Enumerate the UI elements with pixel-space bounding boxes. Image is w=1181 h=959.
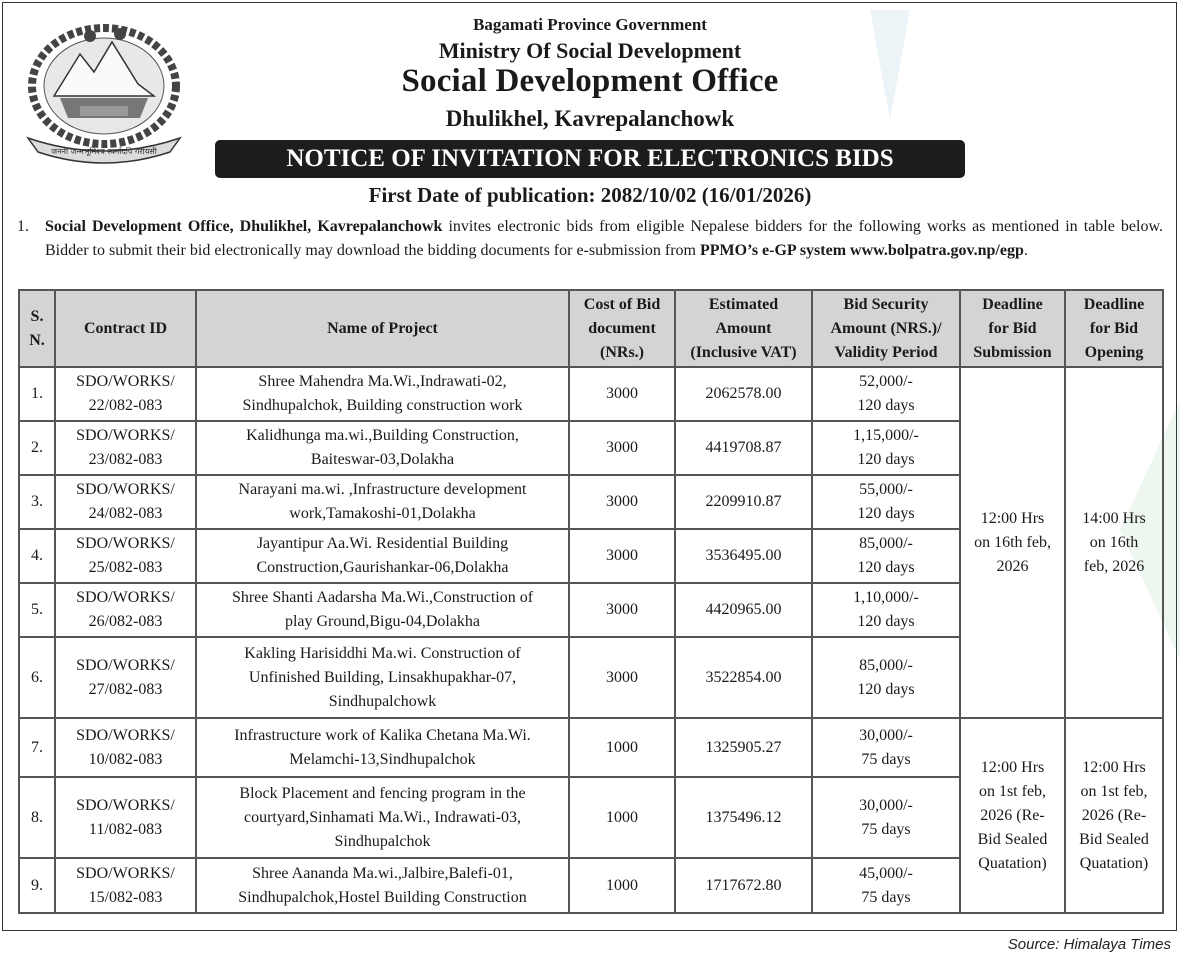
header-security: Bid Security Amount (NRS.)/ Validity Period [812,290,960,367]
cell-project-name: Block Placement and fencing program in the courtyard,Sinhamati Ma.Wi., Indrawati-03, Sindhupalchok [196,777,569,858]
cell-cost: 3000 [569,529,675,583]
cell-project-name: Shree Shanti Aadarsha Ma.Wi.,Construction of play Ground,Bigu-04,Dolakha [196,583,569,637]
cell-contract-id: SDO/WORKS/ 10/082-083 [55,718,196,777]
header-cost: Cost of Bid document (NRs.) [569,290,675,367]
cell-sn: 4. [19,529,55,583]
cell-project-name: Kakling Harisiddhi Ma.wi. Construction of Unfinished Building, Linsakhupakhar-07, Sindhupalchowk [196,637,569,718]
cell-sn: 7. [19,718,55,777]
cell-security: 1,15,000/- 120 days [812,421,960,475]
intro-text: invites electronic bids from eligible Nepalese bidders for the following works as mentioned in table below. Bidder to submit their bid electronically may download the bidding documents for e-submission from [45,218,1163,259]
cell-sn: 8. [19,777,55,858]
emblem-motto: जननी जन्मभूमिश्च स्वर्गादपि गरीयसी [51,147,157,156]
publication-date: First Date of publication: 2082/10/02 (16/01/2026) [368,183,812,207]
cell-contract-id: SDO/WORKS/ 23/082-083 [55,421,196,475]
header-deadline-opening: Deadline for Bid Opening [1065,290,1163,367]
cell-cost: 3000 [569,475,675,529]
cell-estimated: 2209910.87 [675,475,812,529]
cell-security: 85,000/- 120 days [812,529,960,583]
header-contract-id: Contract ID [55,290,196,367]
cell-sn: 2. [19,421,55,475]
cell-security: 45,000/- 75 days [812,858,960,913]
notice-title-banner: NOTICE OF INVITATION FOR ELECTRONICS BIDS [215,140,965,178]
cell-sn: 9. [19,858,55,913]
cell-security: 52,000/- 120 days [812,367,960,421]
government-name: Bagamati Province Government [473,15,707,34]
cell-estimated: 1717672.80 [675,858,812,913]
cell-contract-id: SDO/WORKS/ 15/082-083 [55,858,196,913]
cell-project-name: Narayani ma.wi. ,Infrastructure development work,Tamakoshi-01,Dolakha [196,475,569,529]
cell-cost: 3000 [569,583,675,637]
ministry-name: Ministry Of Social Development [438,38,742,63]
cell-sn: 1. [19,367,55,421]
cell-project-name: Shree Mahendra Ma.Wi.,Indrawati-02, Sindhupalchok, Building construction work [196,367,569,421]
cell-security: 30,000/- 75 days [812,718,960,777]
cell-deadline-opening: 14:00 Hrs on 16th feb, 2026 [1065,367,1163,718]
cell-cost: 3000 [569,367,675,421]
cell-contract-id: SDO/WORKS/ 11/082-083 [55,777,196,858]
cell-estimated: 4420965.00 [675,583,812,637]
office-location: Dhulikhel, Kavrepalanchowk [445,106,735,131]
cell-security: 1,10,000/- 120 days [812,583,960,637]
cell-estimated: 3522854.00 [675,637,812,718]
bolpatra-url[interactable]: www.bolpatra.gov.np/egp [850,242,1024,259]
cell-cost: 1000 [569,718,675,777]
cell-project-name: Jayantipur Aa.Wi. Residential Building Construction,Gaurishankar-06,Dolakha [196,529,569,583]
intro-office-name: Social Development Office, Dhulikhel, Kavrepalanchowk [45,218,443,235]
cell-estimated: 2062578.00 [675,367,812,421]
cell-project-name: Kalidhunga ma.wi.,Building Construction, Baiteswar-03,Dolakha [196,421,569,475]
cell-contract-id: SDO/WORKS/ 22/082-083 [55,367,196,421]
cell-security: 30,000/- 75 days [812,777,960,858]
cell-security: 85,000/- 120 days [812,637,960,718]
cell-contract-id: SDO/WORKS/ 24/082-083 [55,475,196,529]
cell-sn: 3. [19,475,55,529]
cell-deadline-submission: 12:00 Hrs on 16th feb, 2026 [960,367,1065,718]
header-project-name: Name of Project [196,290,569,367]
cell-contract-id: SDO/WORKS/ 27/082-083 [55,637,196,718]
cell-cost: 1000 [569,777,675,858]
header-estimated: Estimated Amount (Inclusive VAT) [675,290,812,367]
office-name: Social Development Office [401,63,779,99]
paragraph-number: 1. [17,218,29,235]
intro-paragraph: 1. Social Development Office, Dhulikhel, Kavrepalanchowk invites electronic bids from eligible Nepalese bidders for the following works as mentioned in table below. Bidder to submit their bid electronically may download the bidding documents for e-submission from PPMO’s e-GP system www.bolpatra.gov.np/egp. [17,215,1163,263]
cell-project-name: Shree Aananda Ma.wi.,Jalbire,Balefi-01, Sindhupalchok,Hostel Building Construction [196,858,569,913]
cell-estimated: 1325905.27 [675,718,812,777]
cell-cost: 3000 [569,421,675,475]
cell-project-name: Infrastructure work of Kalika Chetana Ma.Wi. Melamchi-13,Sindhupalchok [196,718,569,777]
cell-contract-id: SDO/WORKS/ 26/082-083 [55,583,196,637]
cell-cost: 3000 [569,637,675,718]
table-row [19,367,1163,421]
cell-security: 55,000/- 120 days [812,475,960,529]
egp-system-name: PPMO’s e-GP system [700,242,847,259]
cell-deadline-opening: 12:00 Hrs on 1st feb, 2026 (Re- Bid Sealed Quatation) [1065,718,1163,913]
cell-sn: 6. [19,637,55,718]
table-header-row [19,290,1163,367]
cell-contract-id: SDO/WORKS/ 25/082-083 [55,529,196,583]
table-row [19,718,1163,777]
cell-deadline-submission: 12:00 Hrs on 1st feb, 2026 (Re- Bid Sealed Quatation) [960,718,1065,913]
cell-sn: 5. [19,583,55,637]
cell-estimated: 4419708.87 [675,421,812,475]
cell-cost: 1000 [569,858,675,913]
bids-table [18,289,1164,914]
cell-estimated: 1375496.12 [675,777,812,858]
header-deadline-submission: Deadline for Bid Submission [960,290,1065,367]
nepal-emblem-icon [20,14,188,164]
header-sn: S. N. [19,290,55,367]
cell-estimated: 3536495.00 [675,529,812,583]
source-credit: Source: Himalaya Times [1007,936,1171,953]
